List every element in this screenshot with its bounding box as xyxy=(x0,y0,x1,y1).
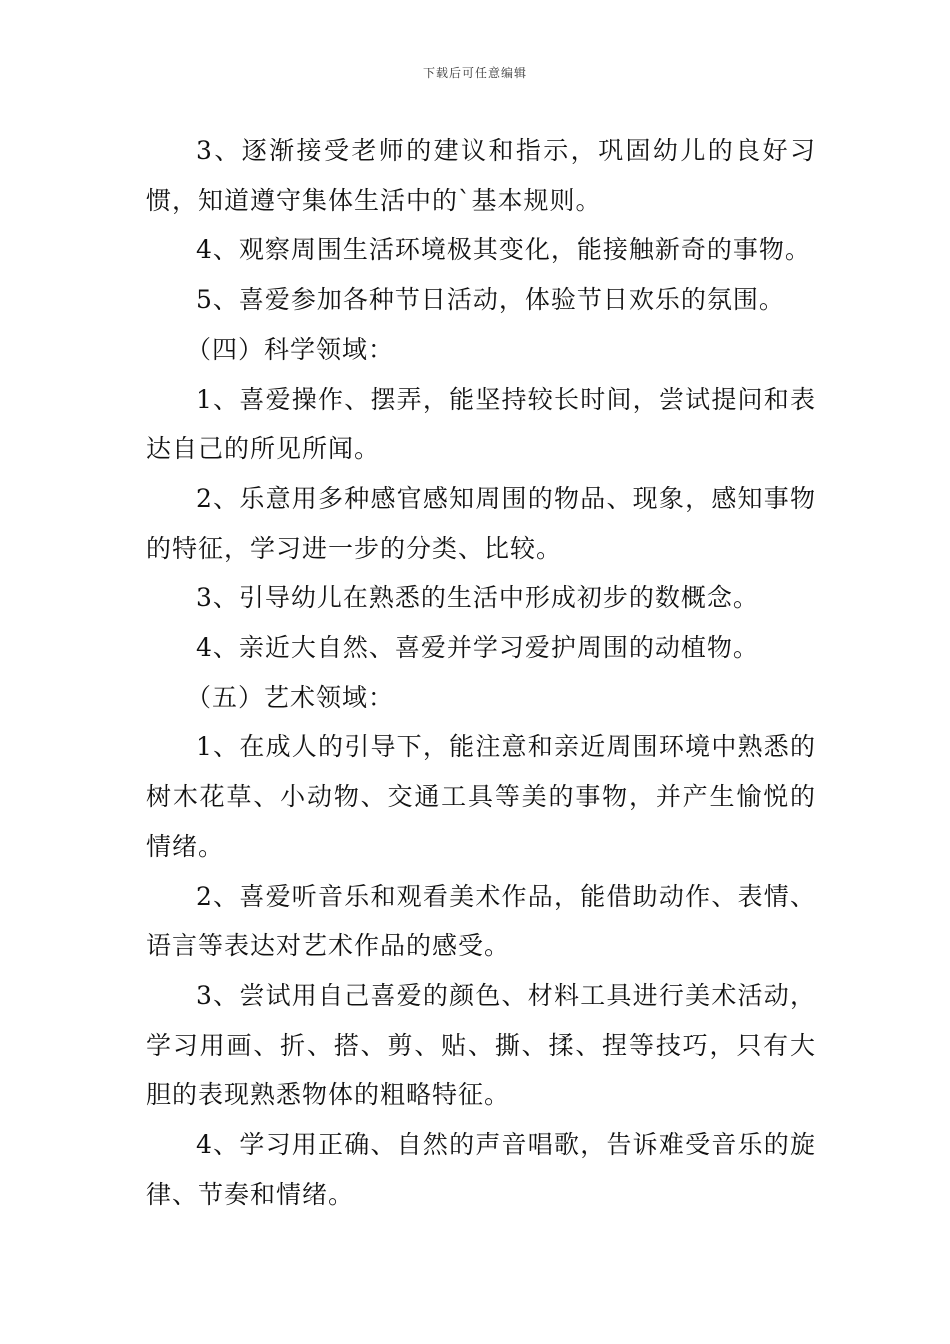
paragraph-social-item-3: 3、逐渐接受老师的建议和指示，巩固幼儿的良好习惯，知道遵守集体生活中的`基本规则。 xyxy=(146,136,816,215)
paragraph-art-item-1: 1、在成人的引导下，能注意和亲近周围环境中熟悉的树木花草、小动物、交通工具等美的事物，并产生愉悦的情绪。 xyxy=(146,732,816,861)
section-heading-science: （四）科学领域： xyxy=(186,334,395,364)
paragraph-science-item-2: 2、乐意用多种感官感知周围的物品、现象，感知事物的特征，学习进一步的分类、比较。 xyxy=(146,483,816,563)
paragraph-social-item-5: 5、喜爱参加各种节日活动，体验节日欢乐的氛围。 xyxy=(196,285,785,315)
section-heading-art: （五）艺术领域： xyxy=(186,682,395,712)
paragraph-art-item-3: 3、尝试用自己喜爱的颜色、材料工具进行美术活动，学习用画、折、搭、剪、贴、撕、揉、捏等技巧，只有大胆的表现熟悉物体的粗略特征。 xyxy=(146,980,816,1110)
download-editable-note: 下载后可任意编辑 xyxy=(422,66,527,80)
paragraph-science-item-4: 4、亲近大自然、喜爱并学习爱护周围的动植物。 xyxy=(196,633,759,663)
paragraph-science-item-3: 3、引导幼儿在熟悉的生活中形成初步的数概念。 xyxy=(196,583,759,613)
paragraph-art-item-4: 4、学习用正确、自然的声音唱歌，告诉难受音乐的旋律、节奏和情绪。 xyxy=(146,1130,816,1209)
paragraph-science-item-1: 1、喜爱操作、摆弄，能坚持较长时间，尝试提问和表达自己的所见所闻。 xyxy=(146,384,816,464)
document-body xyxy=(146,126,816,1219)
paragraph-art-item-2: 2、喜爱听音乐和观看美术作品，能借助动作、表情、语言等表达对艺术作品的感受。 xyxy=(146,881,816,961)
paragraph-social-item-4: 4、观察周围生活环境极其变化，能接触新奇的事物。 xyxy=(196,235,811,265)
